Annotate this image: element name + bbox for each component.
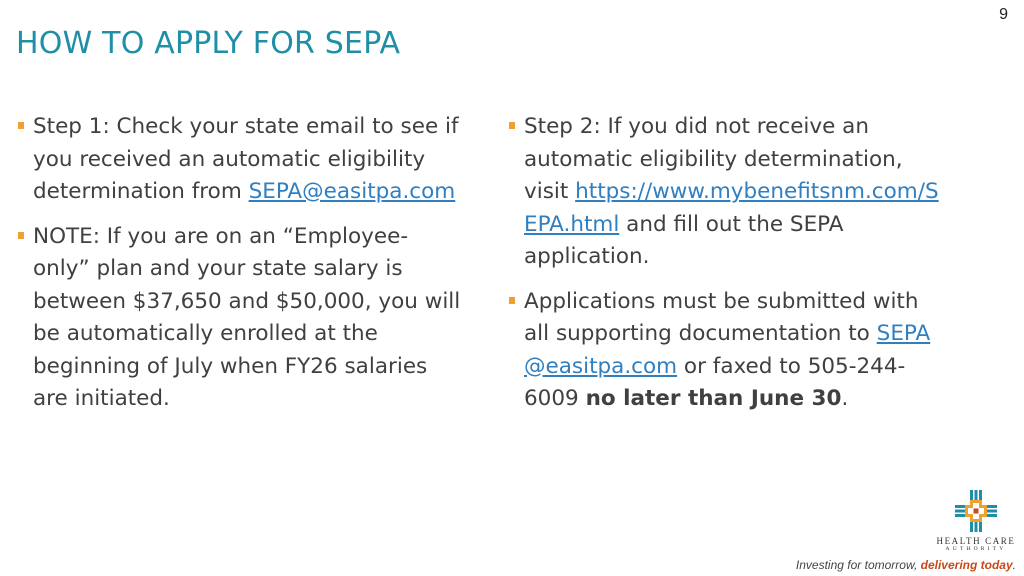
bullet-applications [505, 286, 950, 416]
bullet-square-icon [509, 122, 515, 129]
bullet-note [14, 221, 464, 416]
sepa-email-link-2[interactable]: SEPA@easitpa.com [524, 321, 931, 379]
slide-number: 9 [999, 6, 1008, 23]
page-title: HOW TO APPLY FOR SEPA [16, 26, 401, 61]
logo-line-1: HEALTH CARE [936, 536, 1016, 546]
tagline-part-1: Investing for tomorrow, [795, 558, 921, 572]
right-column [505, 111, 950, 428]
applications-text: Applications must be submitted with all supporting documentation to [524, 288, 919, 346]
left-column [14, 111, 464, 428]
applications-text-middle: or faxed to 505-244-6009 [524, 353, 906, 411]
step-2-text: Step 2: If you did not receive an automatic eligibility determination, visit [524, 114, 903, 204]
sepa-email-link[interactable]: SEPA@easitpa.com [248, 179, 456, 204]
bullet-square-icon [509, 297, 515, 304]
note-text: NOTE: If you are on an “Employee-only” plan and your state salary is between $37,650 and $50,000, you will be automatically enrolled at the beginning of July when FY26 salaries are initiated. [33, 223, 461, 411]
bullet-step-1 [14, 111, 464, 209]
mybenefits-link[interactable]: https://www.mybenefitsnm.com/SEPA.html [524, 179, 939, 237]
step-1-text: Step 1: Check your state email to see if you received an automatic eligibility determination from [33, 114, 459, 204]
hca-logo [935, 488, 1017, 552]
logo-line-2: AUTHORITY [945, 546, 1007, 552]
bullet-step-2 [505, 111, 950, 274]
tagline-part-2: delivering today [920, 558, 1013, 572]
applications-text-end: . [841, 386, 849, 411]
bullet-square-icon [18, 232, 24, 239]
step-2-text-after: and fill out the SEPA application. [524, 211, 844, 269]
footer-tagline [796, 558, 1016, 572]
deadline-text: no later than June 30 [585, 386, 842, 411]
bullet-square-icon [18, 122, 24, 129]
zia-sun-logo-icon [953, 488, 999, 534]
tagline-end: . [1012, 558, 1016, 572]
